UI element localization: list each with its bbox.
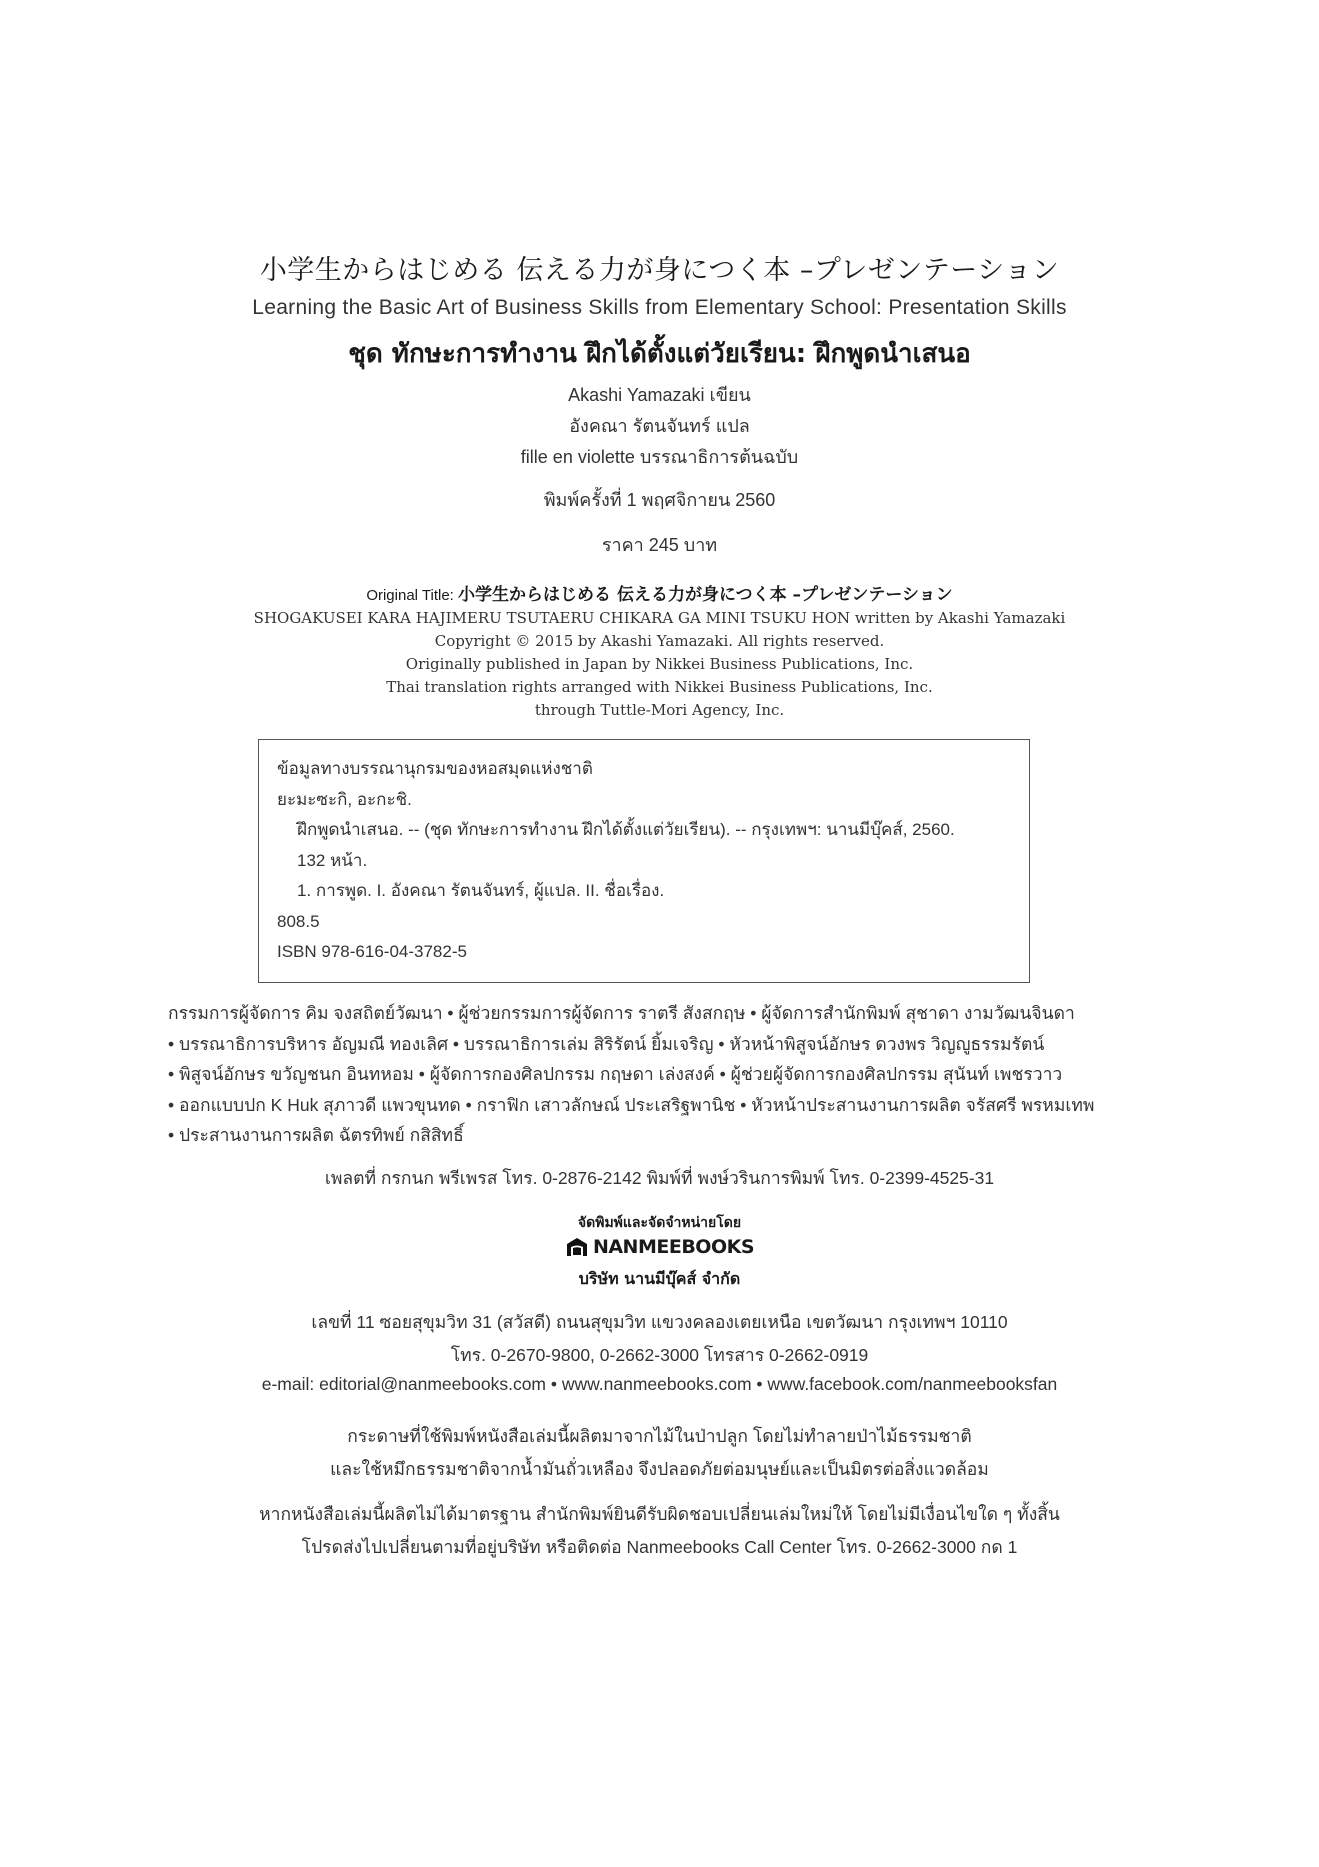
cip-pages: 132 หน้า. bbox=[297, 850, 368, 870]
logo-text: NANMEEBOOKS bbox=[592, 1236, 755, 1258]
staff-line: • พิสูจน์อักษร ขวัญชนก อินทหอม • ผู้จัดการกองศิลปกรรม กฤษดา เล่งสงค์ • ผู้ช่วยผู้จัดการกองศิลปกรรม สุนันท์ เพชรวาว bbox=[168, 1064, 1063, 1084]
cip-box bbox=[258, 739, 1030, 983]
credit-author: Akashi Yamazaki เขียน bbox=[568, 385, 751, 405]
rights-line: SHOGAKUSEI KARA HAJIMERU TSUTAERU CHIKARA GA MINI TSUKU HON written by Akashi Yamazaki bbox=[253, 609, 1066, 627]
cip-subjects: 1. การพูด. I. อังคณา รัตนจันทร์, ผู้แปล. II. ชื่อเรื่อง. bbox=[297, 881, 665, 900]
cip-author: ยะมะซะกิ, อะกะชิ. bbox=[277, 789, 412, 809]
publisher-contacts: e-mail: editorial@nanmeebooks.com • www.nanmeebooks.com • www.facebook.com/nanmeebooksfan bbox=[261, 1374, 1058, 1394]
publisher-address: เลขที่ 11 ซอยสุขุมวิท 31 (สวัสดี) ถนนสุขุมวิท แขวงคลองเตยเหนือ เขตวัฒนา กรุงเทพฯ 10110 bbox=[311, 1312, 1008, 1332]
title-english: Learning the Basic Art of Business Skills from Elementary School: Presentation Skills bbox=[252, 296, 1067, 319]
rights-line: Originally published in Japan by Nikkei Business Publications, Inc. bbox=[405, 655, 914, 673]
staff-line: • บรรณาธิการบริหาร อัญมณี ทองเลิศ • บรรณาธิการเล่ม สิริรัตน์ ยิ้มเจริญ • หัวหน้าพิสูจน์อักษร ดวงพร วิญญูธรรมรัตน์ bbox=[168, 1033, 1045, 1054]
staff-line: • ออกแบบปก K Huk สุภาวดี แพวขุนทด • กราฟิก เสาวลักษณ์ ประเสริฐพานิช • หัวหน้าประสานงานการผลิต จรัสศรี พรหมเทพ bbox=[168, 1094, 1095, 1115]
staff-line: กรรมการผู้จัดการ คิม จงสถิตย์วัฒนา • ผู้ช่วยกรรมการผู้จัดการ ราตรี สังสกฤษ • ผู้จัดการสำนักพิมพ์ สุชาดา งามวัฒนจินดา bbox=[168, 1003, 1075, 1023]
rights-line: Thai translation rights arranged with Nikkei Business Publications, Inc. bbox=[386, 678, 933, 696]
rights-line: through Tuttle-Mori Agency, Inc. bbox=[534, 701, 785, 719]
print-info: พิมพ์ครั้งที่ 1 พฤศจิกายน 2560 bbox=[543, 490, 776, 510]
printing-info: เพลตที่ กรกนก พรีเพรส โทร. 0-2876-2142 พิมพ์ที่ พงษ์วรินการพิมพ์ โทร. 0-2399-4525-31 bbox=[324, 1168, 995, 1188]
nanmeebooks-logo bbox=[565, 1236, 754, 1258]
paper-notice-line: กระดาษที่ใช้พิมพ์หนังสือเล่มนี้ผลิตมาจากไม้ในป่าปลูก โดยไม่ทำลายป่าไม้ธรรมชาติ bbox=[347, 1426, 972, 1446]
original-title-jp: 小学生からはじめる 伝える力が身につく本 –プレゼンテーション bbox=[458, 585, 953, 605]
defect-notice-line: หากหนังสือเล่มนี้ผลิตไม่ได้มาตรฐาน สำนักพิมพ์ยินดีรับผิดชอบเปลี่ยนเล่มใหม่ให้ โดยไม่มีเงื่อนไขใด ๆ ทั้งสิ้น bbox=[259, 1504, 1060, 1524]
credits bbox=[0, 380, 1319, 473]
credit-translator: อังคณา รัตนจันทร์ แปล bbox=[569, 416, 750, 436]
staff-credits bbox=[168, 998, 1128, 1151]
cip-classification: 808.5 bbox=[277, 911, 320, 931]
staff-line: • ประสานงานการผลิต ฉัตรทิพย์ กสิสิทธิ์ bbox=[168, 1125, 464, 1145]
cip-heading: ข้อมูลทางบรรณานุกรมของหอสมุดแห่งชาติ bbox=[277, 759, 593, 778]
publisher-phone: โทร. 0-2670-9800, 0-2662-3000 โทรสาร 0-2662-0919 bbox=[450, 1345, 869, 1365]
publisher-logo bbox=[0, 1236, 1319, 1262]
title-thai: ชุด ทักษะการทำงาน ฝึกได้ตั้งแต่วัยเรียน: ฝึกพูดนำเสนอ bbox=[348, 339, 971, 369]
cip-isbn: ISBN 978-616-04-3782-5 bbox=[277, 942, 467, 961]
rights-line: Copyright © 2015 by Akashi Yamazaki. All rights reserved. bbox=[434, 632, 885, 650]
defect-notice-line: โปรดส่งไปเปลี่ยนตามที่อยู่บริษัท หรือติดต่อ Nanmeebooks Call Center โทร. 0-2662-3000 กด 1 bbox=[301, 1537, 1018, 1557]
paper-notice bbox=[0, 1420, 1319, 1486]
cip-entry: ฝึกพูดนำเสนอ. -- (ชุด ทักษะการทำงาน ฝึกได้ตั้งแต่วัยเรียน). -- กรุงเทพฯ: นานมีบุ๊คส์, 2560. bbox=[297, 820, 955, 839]
title-japanese: 小学生からはじめる 伝える力が身につく本 –プレゼンテーション bbox=[259, 255, 1060, 286]
credit-editor: fille en violette บรรณาธิการต้นฉบับ bbox=[520, 447, 799, 467]
book-house-icon bbox=[565, 1236, 589, 1258]
publisher-heading: จัดพิมพ์และจัดจำหน่ายโดย bbox=[577, 1215, 742, 1231]
publisher-company: บริษัท นานมีบุ๊คส์ จำกัด bbox=[578, 1269, 741, 1288]
paper-notice-line: และใช้หมึกธรรมชาติจากน้ำมันถั่วเหลือง จึงปลอดภัยต่อมนุษย์และเป็นมิตรต่อสิ่งแวดล้อม bbox=[330, 1459, 989, 1479]
original-title bbox=[0, 580, 1319, 605]
defect-notice bbox=[0, 1498, 1319, 1564]
original-title-label: Original Title: bbox=[366, 587, 454, 604]
rights-notice bbox=[0, 607, 1319, 722]
price: ราคา 245 บาท bbox=[601, 535, 718, 555]
